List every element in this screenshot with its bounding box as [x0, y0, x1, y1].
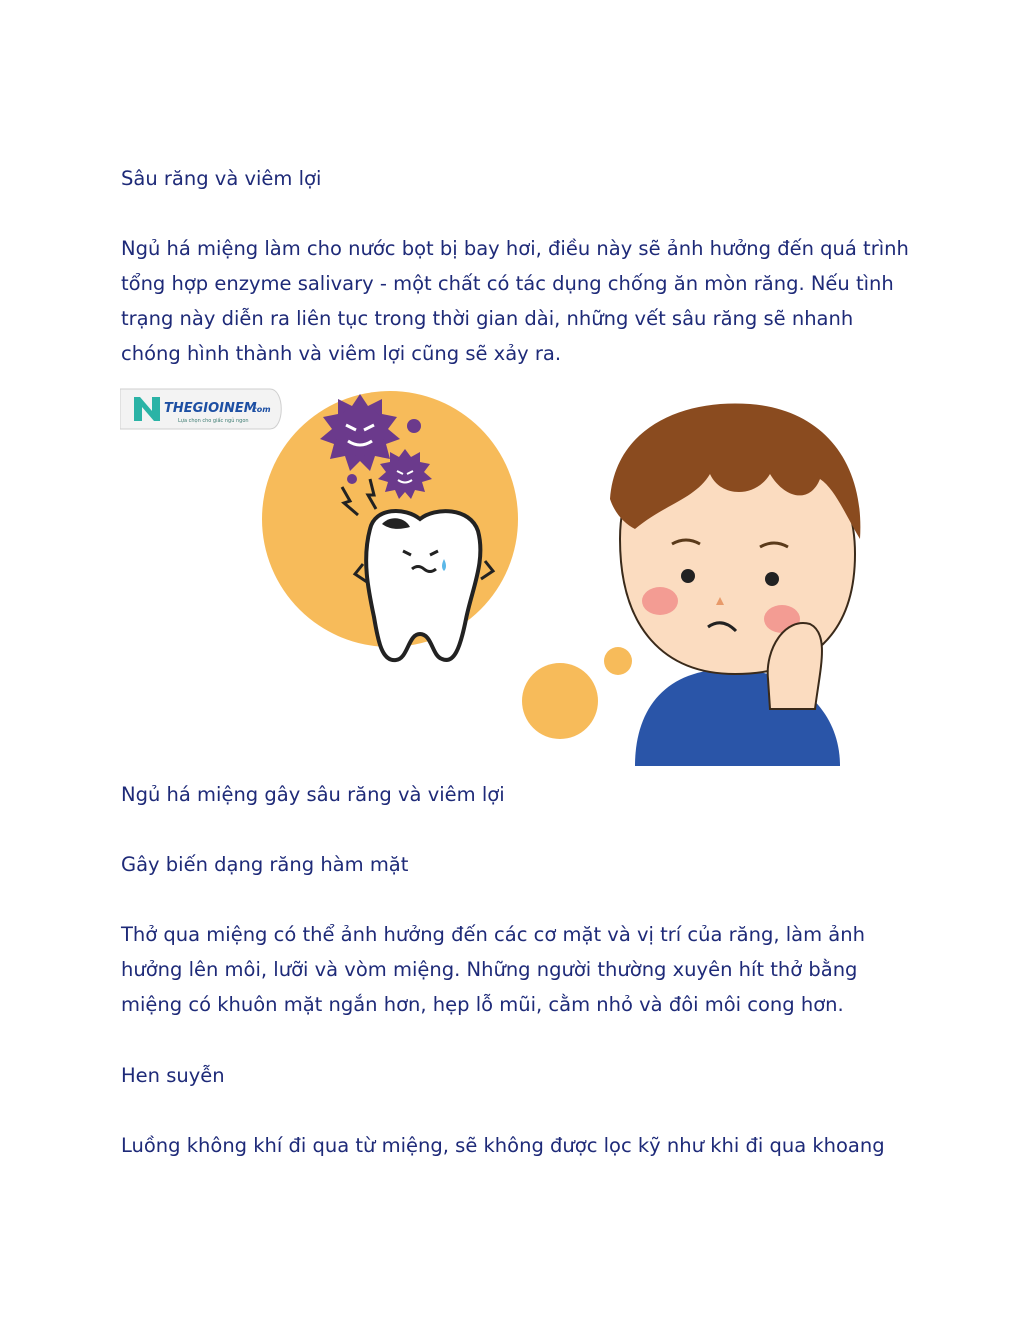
logo-tagline: Lựa chọn cho giấc ngủ ngon [178, 418, 249, 424]
logo-suffix: com [252, 405, 271, 414]
germ-icon [407, 419, 421, 433]
paragraph-asthma: Luồng không khí đi qua từ miệng, sẽ không được lọc kỹ như khi đi qua khoang [121, 1134, 885, 1157]
paragraph-tooth-decay: Ngủ há miệng làm cho nước bọt bị bay hơi, điều này sẽ ảnh hưởng đến quá trình tổng hợp enzyme salivary - một chất có tác dụng chống ăn mòn răng. Nếu tình trạng này diễn ra liên tục trong thời gian dài, những vết sâu răng sẽ nhanh chóng hình thành và viêm lợi cũng sẽ xảy ra. [121, 237, 909, 365]
thought-bubble-medium [522, 663, 598, 739]
paragraph-jaw-deformity: Thở qua miệng có thể ảnh hưởng đến các cơ mặt và vị trí của răng, làm ảnh hưởng lên môi, lưỡi và vòm miệng. Những người thường xuyên hít thở bằng miệng có khuôn mặt ngắn hơn, hẹp lỗ mũi, cằm nhỏ và đôi môi cong hơn. [121, 923, 865, 1016]
thought-bubble-small [604, 647, 632, 675]
logo-wordmark: THEGIOINEM [164, 401, 257, 416]
illustration-tooth-decay [120, 379, 871, 766]
section-heading-jaw-deformity: Gây biến dạng răng hàm mặt [121, 853, 409, 876]
section-heading-tooth-decay: Sâu răng và viêm lợi [121, 167, 322, 190]
germ-icon [347, 474, 357, 484]
boy-icon [610, 403, 860, 766]
thegioinem-logo [120, 389, 281, 429]
section-heading-asthma: Hen suyễn [121, 1064, 225, 1087]
figure-caption: Ngủ há miệng gây sâu răng và viêm lợi [121, 783, 505, 806]
